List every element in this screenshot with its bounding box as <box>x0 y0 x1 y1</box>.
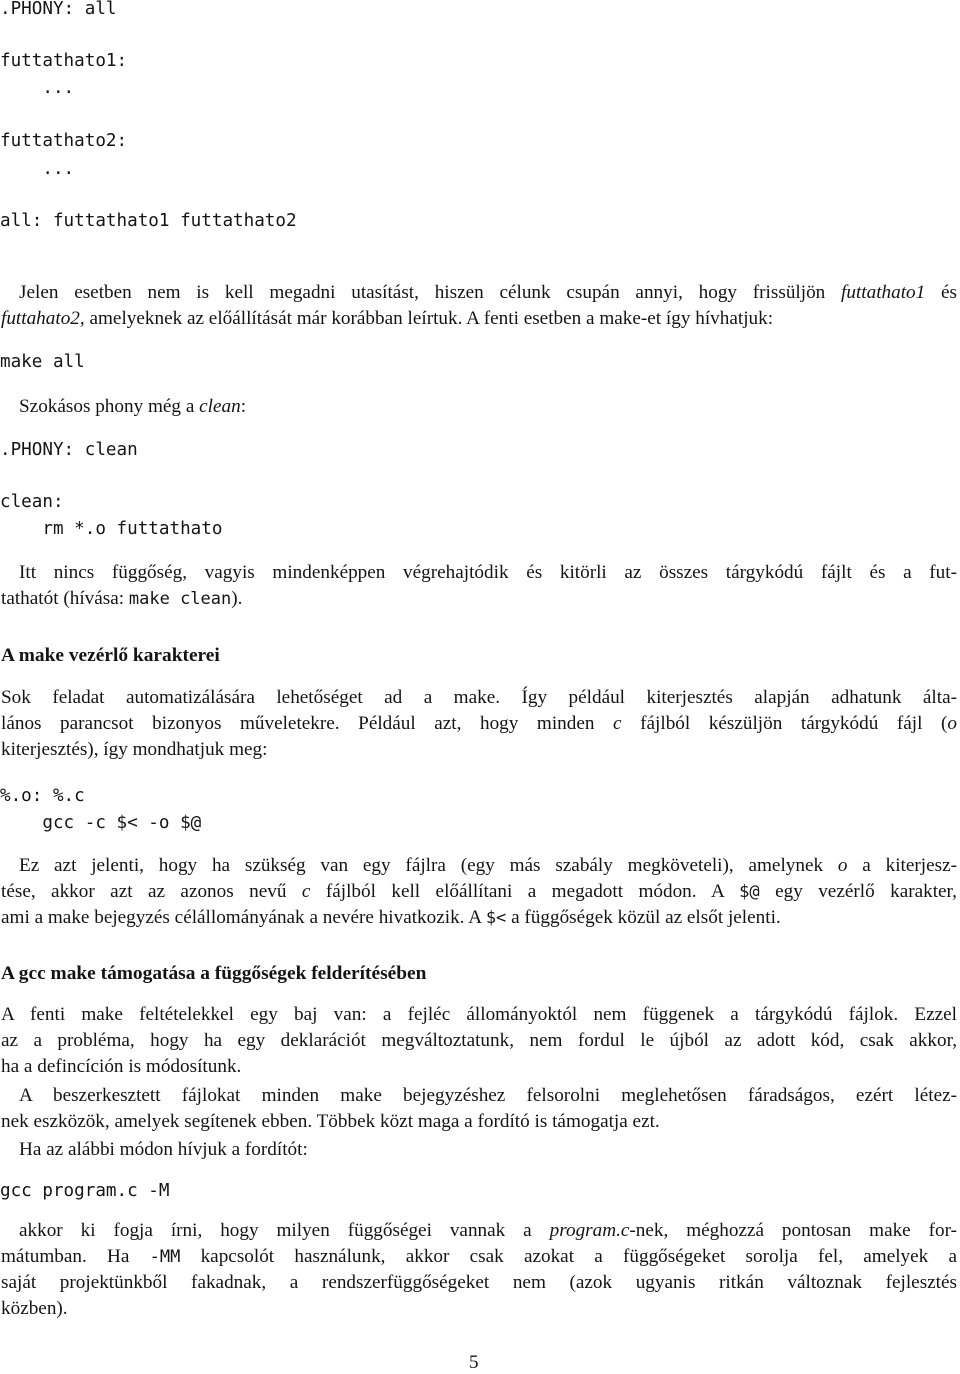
text: ). <box>231 588 243 609</box>
code-line: rm *.o futtathato <box>0 519 223 539</box>
text-italic: c <box>301 881 311 902</box>
text: az a probléma, hogy ha egy deklarációt megváltoztatunk, nem fordul le újból az adott kód, csak akkor, <box>1 1030 957 1051</box>
paragraph <box>1 1083 957 1135</box>
text: : <box>240 396 247 417</box>
paragraph <box>1 280 957 332</box>
paragraph <box>1 560 957 612</box>
text: és <box>925 282 958 303</box>
code-line: .PHONY: all <box>0 0 117 19</box>
code-line: clean: <box>0 492 64 512</box>
text: Jelen esetben nem is kell megadni utasítást, hiszen célunk csupán annyi, hogy frissüljön <box>19 282 842 303</box>
paragraph <box>1 394 957 420</box>
text: a kiterjesz- <box>847 855 957 876</box>
inline-code: $@ <box>739 882 760 902</box>
text: A beszerkesztett fájlokat minden make bejegyzéshez felsorolni meglehetősen fáradságos, ezért létez- <box>19 1085 957 1106</box>
text: akkor ki fogja írni, hogy milyen függőségei vannak a <box>19 1220 550 1241</box>
text: A fenti make feltételekkel egy baj van: a fejléc állományoktól nem függenek a tárgykódú fájlok. Ezzel <box>1 1004 957 1025</box>
text: Itt nincs függőség, vagyis mindenképpen végrehajtódik és kitörli az összes tárgykódú fájlt és a fut- <box>19 562 957 583</box>
text: Ez azt jelenti, hogy ha szükség van egy fájlra (egy más szabály megköveteli), amelynek <box>19 855 838 876</box>
page-number: 5 <box>469 1352 479 1373</box>
paragraph <box>1 853 957 931</box>
text: kiterjesztés), így mondhatjuk meg: <box>1 739 268 760</box>
code-line: futtathato1: <box>0 51 128 71</box>
text: Szokásos phony még a <box>19 396 200 417</box>
paragraph <box>1 685 957 763</box>
code-line: %.o: %.c <box>0 786 85 806</box>
text: a függőségek közül az elsőt jelenti. <box>506 907 781 928</box>
text: tathatót (hívása: <box>1 588 129 609</box>
text: -nek, méghozzá pontosan make for- <box>629 1220 957 1241</box>
code-line: make all <box>0 352 85 372</box>
inline-code: make clean <box>128 589 232 609</box>
code-line: .PHONY: clean <box>0 440 138 460</box>
text: fájlból kell előállítani a megadott módon. A <box>310 881 740 902</box>
text: ami a make bejegyzés célállományának a nevére hivatkozik. A <box>1 907 486 928</box>
paragraph <box>1 1002 957 1080</box>
paragraph: Ha az alábbi módon hívjuk a fordítót: <box>19 1139 308 1160</box>
inline-code: -MM <box>149 1247 181 1267</box>
code-line: gcc program.c -M <box>0 1181 170 1201</box>
section-heading: A gcc make támogatása a függőségek felderítésében <box>1 963 427 984</box>
text: nek eszközök, amelyek segítenek ebben. Többek közt maga a fordító is támogatja ezt. <box>1 1111 660 1132</box>
code-line: ... <box>0 78 75 98</box>
text-italic: o <box>947 713 957 734</box>
text: saját projektünkből fakadnak, a rendszerfüggőségeket nem (azok ugyanis ritkán változnak fejlesztés <box>1 1272 957 1293</box>
paragraph <box>1 1218 957 1322</box>
text-italic: c <box>613 713 622 734</box>
text: lános parancsot bizonyos műveletekre. Például azt, hogy minden <box>1 713 614 734</box>
inline-code: $< <box>485 908 507 928</box>
text: ha a defincíción is módosítunk. <box>1 1056 242 1077</box>
code-line: all: futtathato1 futtathato2 <box>0 211 297 231</box>
text: kapcsolót használunk, akkor csak azokat a függőségeket sorolja fel, amelyek a <box>180 1246 958 1267</box>
section-heading: A make vezérlő karakterei <box>1 645 220 666</box>
code-line: ... <box>0 159 75 179</box>
text: Sok feladat automatizálására lehetőséget ad a make. Így például kiterjesztés alapján adhatunk álta- <box>1 687 957 708</box>
code-line: gcc -c $< -o $@ <box>0 813 202 833</box>
text: tése, akkor azt az azonos nevű <box>1 881 302 902</box>
text: mátumban. Ha <box>1 1246 150 1267</box>
text-italic: futtathato1 <box>841 282 926 303</box>
text: közben). <box>1 1298 68 1319</box>
text-italic: futtahato2 <box>1 308 80 329</box>
text-italic: program.c <box>549 1220 630 1241</box>
text: , amelyeknek az előállítását már korábban leírtuk. A fenti esetben a make-et így hívhatjuk: <box>79 308 774 329</box>
text: egy vezérlő karakter, <box>759 881 957 902</box>
code-line: futtathato2: <box>0 131 128 151</box>
text-italic: clean <box>199 396 241 417</box>
text: fájlból készüljön tárgykódú fájl ( <box>621 713 948 734</box>
text-italic: o <box>837 855 848 876</box>
